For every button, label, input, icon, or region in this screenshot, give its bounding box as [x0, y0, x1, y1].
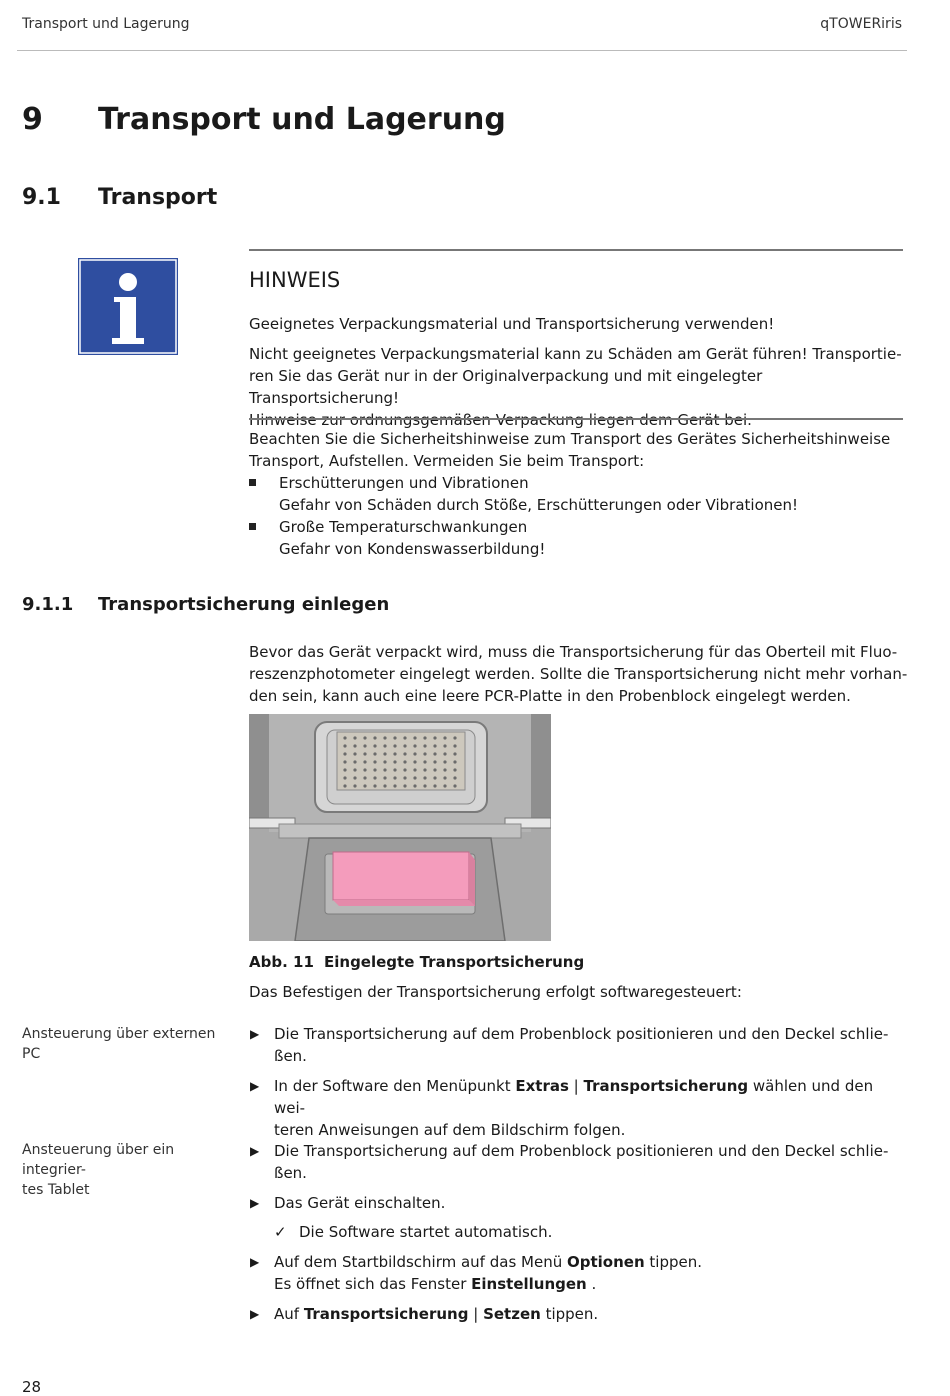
- running-header-right: qTOWERiris: [820, 16, 902, 32]
- step-text-part: Es öffnet sich das Fenster: [274, 1275, 472, 1293]
- note-line: Nicht geeignetes Verpackungsmaterial kann zu Schäden am Gerät führen! Transportie-: [249, 345, 902, 363]
- bullet-detail: Gefahr von Schäden durch Stöße, Erschütterungen oder Vibrationen!: [279, 496, 799, 514]
- subsection-paragraph: [249, 641, 909, 707]
- step-text: [274, 1251, 900, 1273]
- note-line: Hinweise zur ordnungsgemäßen Verpackung liegen dem Gerät bei.: [249, 411, 752, 429]
- note-warning-line: Geeignetes Verpackungsmaterial und Transportsicherung verwenden!: [249, 315, 775, 333]
- step-text: [274, 1075, 900, 1119]
- step-text: ßen.: [274, 1164, 307, 1182]
- subsection-number: 9.1.1: [22, 594, 74, 615]
- list-item: [250, 1140, 900, 1184]
- bullet-text: Erschütterungen und Vibrationen: [279, 474, 529, 492]
- checkmark-icon: ✓: [274, 1223, 287, 1241]
- menu-transportsicherung: Transportsicherung: [583, 1077, 749, 1095]
- step-text: Das Gerät einschalten.: [274, 1194, 446, 1212]
- intro-line: Beachten Sie die Sicherheitshinweise zum Transport des Gerätes Sicherheitshinweise: [249, 430, 891, 448]
- arrow-bullet-icon: ▶: [250, 1307, 260, 1321]
- step-text: Die Transportsicherung auf dem Probenblock positionieren und den Deckel schlie-: [274, 1142, 889, 1160]
- menu-separator: |: [568, 1077, 584, 1095]
- menu-transportsicherung: Transportsicherung: [303, 1305, 469, 1323]
- bullet-list: [249, 472, 909, 560]
- list-item: [249, 472, 909, 516]
- result-text: Die Software startet automatisch.: [299, 1223, 553, 1241]
- step-text-part: In der Software den Menüpunkt: [274, 1077, 516, 1095]
- step-text: ßen.: [274, 1047, 307, 1065]
- margin-label-external-pc: Ansteuerung über externen PC: [22, 1026, 216, 1062]
- info-icon: [76, 256, 180, 357]
- section-number: 9.1: [22, 185, 61, 210]
- list-item: [250, 1303, 900, 1325]
- square-bullet-icon: [249, 523, 256, 530]
- note-line: ren Sie das Gerät nur in der Originalverpackung und mit eingelegter Transportsicherung!: [249, 367, 763, 407]
- menu-setzen: Setzen: [483, 1305, 541, 1323]
- step-text: [274, 1273, 900, 1295]
- figure-number: Abb. 11: [249, 953, 314, 971]
- note-title: HINWEIS: [249, 268, 341, 292]
- square-bullet-icon: [249, 479, 256, 486]
- device-illustration: [249, 714, 551, 941]
- chapter-number: 9: [22, 102, 43, 137]
- bullet-text: Große Temperaturschwankungen: [279, 518, 528, 536]
- menu-extras: Extras: [515, 1077, 569, 1095]
- arrow-bullet-icon: ▶: [250, 1255, 260, 1269]
- window-einstellungen: Einstellungen: [471, 1275, 587, 1293]
- arrow-bullet-icon: ▶: [250, 1027, 260, 1041]
- menu-optionen: Optionen: [566, 1253, 645, 1271]
- bullet-detail: Gefahr von Kondenswasserbildung!: [279, 540, 546, 558]
- header-rule: [17, 50, 907, 51]
- list-item: [250, 1251, 900, 1295]
- margin-label-line: tes Tablet: [22, 1182, 90, 1198]
- list-item: [250, 1075, 900, 1141]
- note-bottom-rule: [249, 418, 903, 420]
- margin-label-line: Ansteuerung über ein integrier-: [22, 1142, 175, 1178]
- step-text-part: wählen und den wei-: [274, 1077, 874, 1117]
- paragraph-line: den sein, kann auch eine leere PCR-Platte in den Probenblock eingelegt werden.: [249, 687, 851, 705]
- step-text: Die Transportsicherung auf dem Probenblock positionieren und den Deckel schlie-: [274, 1025, 889, 1043]
- arrow-bullet-icon: ▶: [250, 1196, 260, 1210]
- step-text-part: Auf: [274, 1305, 304, 1323]
- list-item: [250, 1192, 900, 1214]
- paragraph-line: reszenzphotometer eingelegt werden. Sollte die Transportsicherung nicht mehr vorhan-: [249, 665, 908, 683]
- list-item: [250, 1023, 900, 1067]
- step-text-part: Auf dem Startbildschirm auf das Menü: [274, 1253, 567, 1271]
- figure-caption: Eingelegte Transportsicherung: [324, 953, 585, 971]
- figure-followup-text: Das Befestigen der Transportsicherung erfolgt softwaregesteuert:: [249, 983, 742, 1001]
- chapter-title: Transport und Lagerung: [98, 102, 506, 137]
- arrow-bullet-icon: ▶: [250, 1144, 260, 1158]
- step-text-part: tippen.: [644, 1253, 702, 1271]
- running-header-left: Transport und Lagerung: [22, 16, 190, 32]
- step-text-part: .: [586, 1275, 597, 1293]
- subsection-title: Transportsicherung einlegen: [98, 594, 390, 615]
- result-item: [250, 1221, 900, 1243]
- menu-separator: |: [468, 1305, 484, 1323]
- arrow-bullet-icon: ▶: [250, 1079, 260, 1093]
- note-top-rule: [249, 249, 903, 251]
- page-number: 28: [22, 1378, 42, 1396]
- margin-label-integrated-tablet: [22, 1140, 237, 1200]
- paragraph-line: Bevor das Gerät verpackt wird, muss die Transportsicherung für das Oberteil mit Fluo-: [249, 643, 898, 661]
- intro-line: Transport, Aufstellen. Vermeiden Sie beim Transport:: [249, 452, 645, 470]
- list-item: [249, 516, 909, 560]
- section-title: Transport: [98, 185, 218, 210]
- intro-paragraph: [249, 428, 909, 472]
- step-text-part: tippen.: [540, 1305, 599, 1323]
- step-text: [274, 1303, 900, 1325]
- step-text: teren Anweisungen auf dem Bildschirm folgen.: [274, 1121, 626, 1139]
